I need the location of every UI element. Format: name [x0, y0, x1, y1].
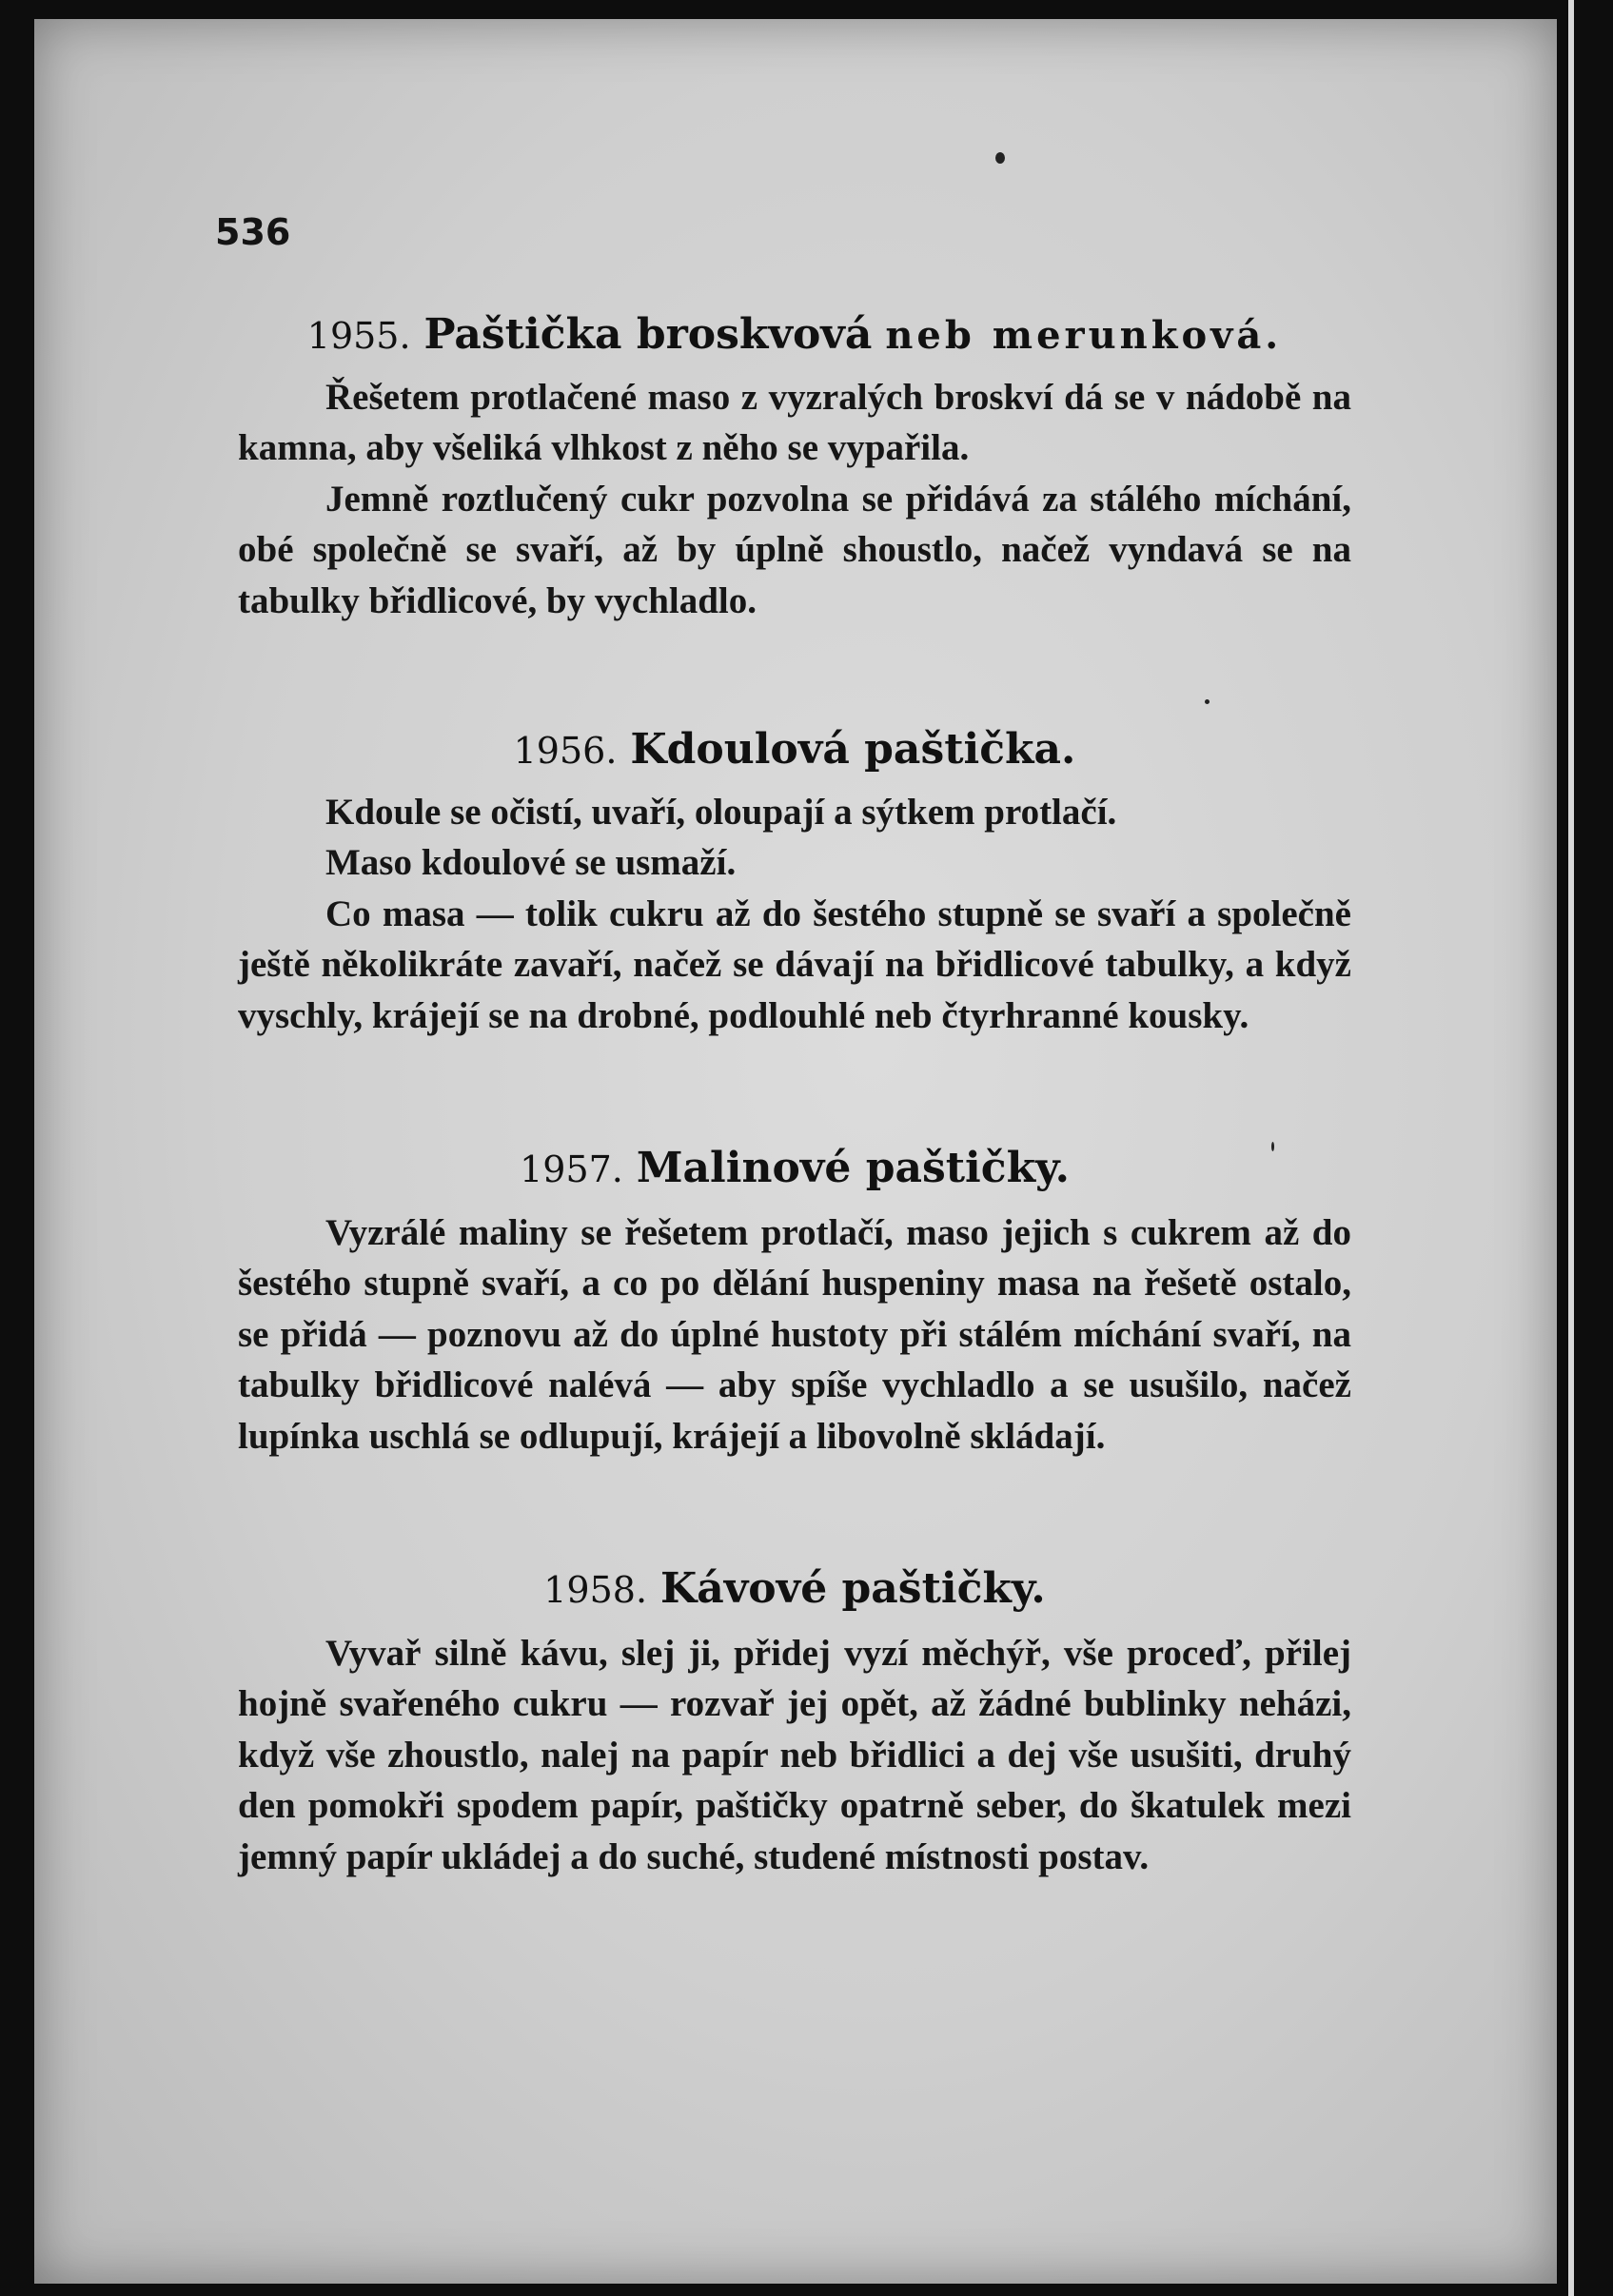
recipe-1955 — [238, 310, 1351, 626]
recipe-name: Kdoulová paštička. — [630, 725, 1076, 774]
recipe-number: 1956. — [513, 730, 618, 772]
recipe-paragraph: Vyzrálé maliny se řešetem protlačí, maso jejich s cukrem až do šestého stupně svaří, a co po dělání huspeniny masa na řešetě ostalo, se přidá — poznovu až do úplné hustoty při stálém míchání svaří, na tabulky břidlicové nalévá — aby spíše vychladlo a se usušilo, načež lupínka uschlá se odlupují, krájejí a libovolně skládají. — [238, 1211, 1351, 1457]
recipe-1957 — [238, 1144, 1351, 1462]
recipe-name-tail: neb merunková. — [885, 313, 1283, 358]
recipe-number: 1958. — [543, 1569, 648, 1611]
ink-speck — [1205, 699, 1210, 704]
recipe-title — [238, 310, 1351, 361]
recipe-1958 — [238, 1564, 1351, 1882]
ink-speck — [995, 152, 1005, 164]
recipe-paragraph: Maso kdoulové se usmaží. — [325, 842, 737, 884]
recipe-name: Malinové paštičky. — [636, 1144, 1070, 1192]
recipe-paragraph: Řešetem protlačené maso z vyzralých broskví dá se v nádobě na kamna, aby všeliká vlhkost z něho se vypařila. — [238, 376, 1351, 469]
recipe-name: Kávové paštičky. — [659, 1564, 1046, 1613]
page-edge-line — [1568, 0, 1574, 2296]
recipe-paragraph: Kdoule se očistí, uvaří, oloupají a sýtkem protlačí. — [325, 791, 1117, 833]
recipe-number: 1957. — [520, 1148, 623, 1190]
recipe-1956 — [238, 725, 1351, 1041]
recipe-number: 1955. — [306, 315, 411, 357]
recipe-paragraph: Co masa — tolik cukru až do šestého stupně se svaří a společně ještě několikráte zavaří, načež se dávají na břidlicové tabulky, a když vyschly, krájejí se na drobné, podlouhlé neb čtyrhranné kousky. — [238, 893, 1351, 1036]
recipe-title — [238, 1564, 1351, 1615]
recipe-paragraph: Jemně roztlučený cukr pozvolna se přidává za stálého míchání, obé společně se svaří, až by úplně shoustlo, načež vyndavá se na tabulky břidlicové, by vychladlo. — [238, 478, 1351, 621]
recipe-title — [238, 1144, 1351, 1194]
page-number: 536 — [215, 211, 291, 253]
recipe-name: Paštička broskvová — [423, 310, 873, 359]
recipe-paragraph: Vyvař silně kávu, slej ji, přidej vyzí měchýř, vše proceď, přilej hojně svařeného cukru — rozvař jej opět, až žádné bublinky neházi, když vše zhoustlo, nalej na papír neb břidlici a dej vše usušiti, druhý den pomokři spodem papír, paštičky opatrně seber, do škatulek mezi jemný papír ukládej a do suché, studené místnosti postav. — [238, 1632, 1351, 1877]
recipe-title — [238, 725, 1351, 775]
